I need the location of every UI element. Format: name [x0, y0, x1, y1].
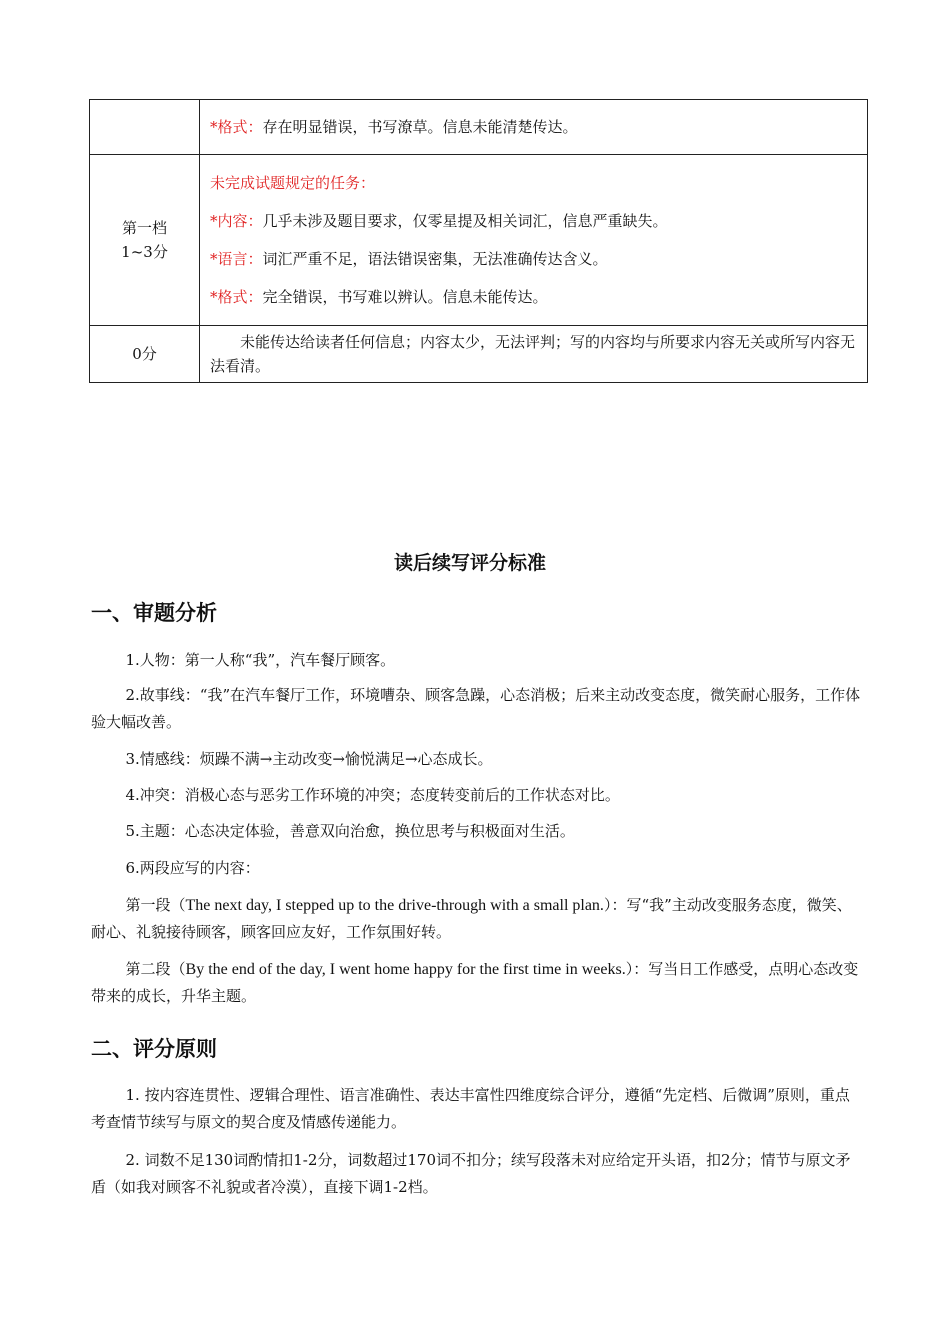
criterion-label: *内容：	[210, 212, 263, 230]
principle-item: 2. 词数不足130词酌情扣1-2分，词数超过170词不扣分；续写段落未对应给定开头语，扣2分；情节与原文矛盾（如我对顾客不礼貌或者冷漠），直接下调1-2档。	[91, 1151, 851, 1196]
description-cell	[200, 326, 868, 383]
criterion-text: 词汇严重不足，语法错误密集，无法准确传达含义。	[262, 250, 608, 268]
guide-opening-sentence: By the end of the day, I went home happy for the first time in weeks.	[185, 961, 626, 978]
analysis-item: 2.故事线：“我”在汽车餐厅工作，环境嘈杂、顾客急躁，心态消极；后来主动改变态度，微笑耐心服务，工作体验大幅改善。	[91, 686, 861, 731]
criterion-text: 完全错误，书写难以辨认。信息未能传达。	[262, 288, 548, 306]
section-heading-analysis: 一、审题分析	[91, 601, 217, 625]
analysis-item: 6.两段应写的内容：	[125, 859, 260, 877]
description-cell	[200, 100, 868, 155]
paragraph-two-guide	[91, 956, 861, 1010]
principle-item: 1. 按内容连贯性、逻辑合理性、语言准确性、表达丰富性四维度综合评分，遵循“先定档、后微调”原则，重点考查情节续写与原文的契合度及情感传递能力。	[91, 1086, 850, 1131]
rubric-table	[89, 99, 868, 383]
description-cell	[200, 155, 868, 326]
level-intro: 未完成试题规定的任务：	[210, 174, 376, 192]
rubric-row	[90, 155, 868, 326]
document-title: 读后续写评分标准	[393, 552, 546, 574]
guide-opening-sentence: The next day, I stepped up to the drive-through with a small plan.	[185, 897, 604, 914]
level-cell	[90, 100, 200, 155]
criterion-label: *语言：	[210, 250, 263, 268]
guide-suffix: ）：写“我”主动改变服务态度，微笑、耐心、礼貌接待顾客，顾客回应友好，工作氛围好转。	[91, 896, 852, 941]
criterion-line	[210, 115, 859, 139]
criterion-text: 未能传达给读者任何信息；内容太少，无法评判；写的内容均与所要求内容无关或所写内容无法看清。	[210, 333, 856, 375]
level-name: 第一档	[121, 219, 167, 237]
analysis-item: 5.主题：心态决定体验，善意双向治愈，换位思考与积极面对生活。	[125, 822, 575, 840]
criterion-text: 几乎未涉及题目要求，仅零星提及相关词汇，信息严重缺失。	[262, 212, 668, 230]
criterion-line	[210, 247, 859, 271]
guide-prefix: 第一段（	[125, 896, 186, 914]
criterion-label: *格式：	[210, 118, 263, 136]
level-cell: 0分	[90, 326, 200, 383]
criterion-line	[210, 209, 859, 233]
section-heading-principles: 二、评分原则	[91, 1037, 217, 1061]
analysis-item: 1.人物：第一人称“我”，汽车餐厅顾客。	[125, 651, 396, 669]
guide-prefix: 第二段（	[125, 960, 186, 978]
analysis-item: 4.冲突：消极心态与恶劣工作环境的冲突；态度转变前后的工作状态对比。	[125, 786, 620, 804]
analysis-item: 3.情感线：烦躁不满→主动改变→愉悦满足→心态成长。	[125, 750, 493, 768]
criterion-text: 存在明显错误，书写潦草。信息未能清楚传达。	[262, 118, 578, 136]
level-cell	[90, 155, 200, 326]
rubric-row	[90, 100, 868, 155]
criterion-line	[210, 285, 859, 309]
level-score: 1~3分	[121, 243, 168, 261]
paragraph-one-guide	[91, 892, 861, 946]
criterion-label: *格式：	[210, 288, 263, 306]
rubric-row	[90, 326, 868, 383]
guide-suffix: ）：写当日工作感受，点明心态改变带来的成长，升华主题。	[91, 960, 859, 1005]
